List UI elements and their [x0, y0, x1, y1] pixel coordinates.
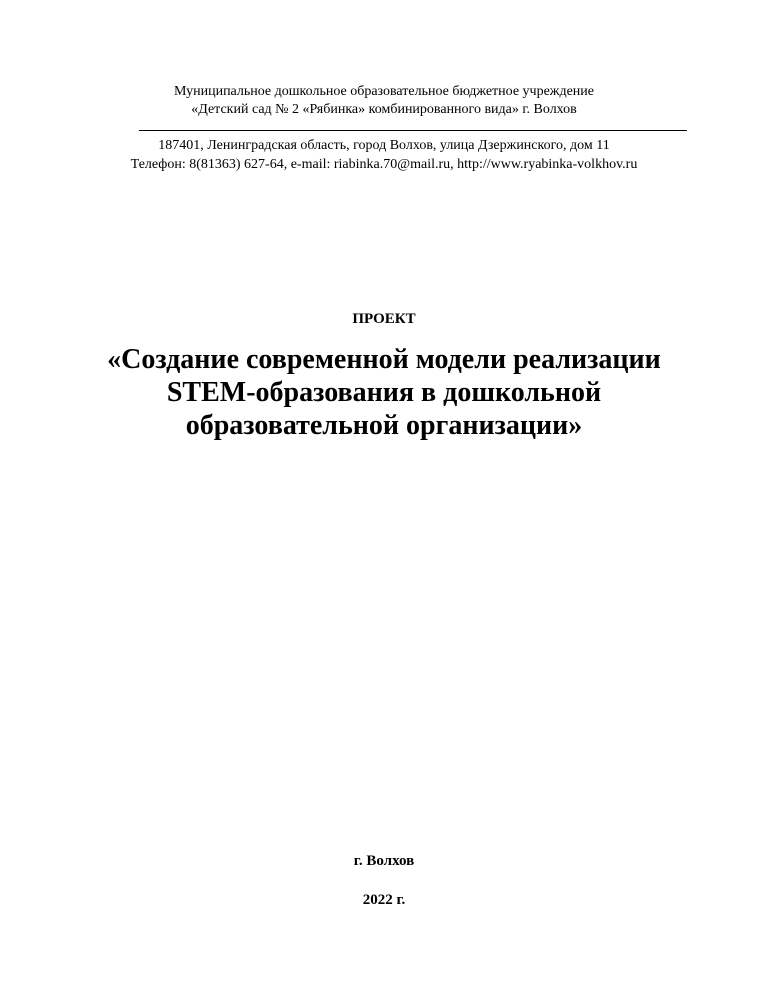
footer-year: 2022 г. — [362, 892, 406, 908]
document-title-line-3: образовательной организации» — [185, 410, 583, 441]
contact-line: Телефон: 8(81363) 627-64, e-mail: riabinka.70@mail.ru, http://www.ryabinka-volkhov.ru — [130, 157, 638, 172]
organization-name-line-1: Муниципальное дошкольное образовательное бюджетное учреждение — [174, 84, 594, 99]
document-type-label: ПРОЕКТ — [352, 311, 416, 327]
header-divider — [139, 130, 687, 131]
document-title-line-2: STEM-образования в дошкольной — [166, 377, 602, 408]
document-title-line-1: «Создание современной модели реализации — [107, 344, 661, 375]
document-title — [0, 343, 768, 442]
footer-city: г. Волхов — [353, 853, 415, 869]
address-line: 187401, Ленинградская область, город Волхов, улица Дзержинского, дом 11 — [158, 138, 610, 153]
organization-name-line-2: «Детский сад № 2 «Рябинка» комбинированного вида» г. Волхов — [191, 102, 577, 117]
